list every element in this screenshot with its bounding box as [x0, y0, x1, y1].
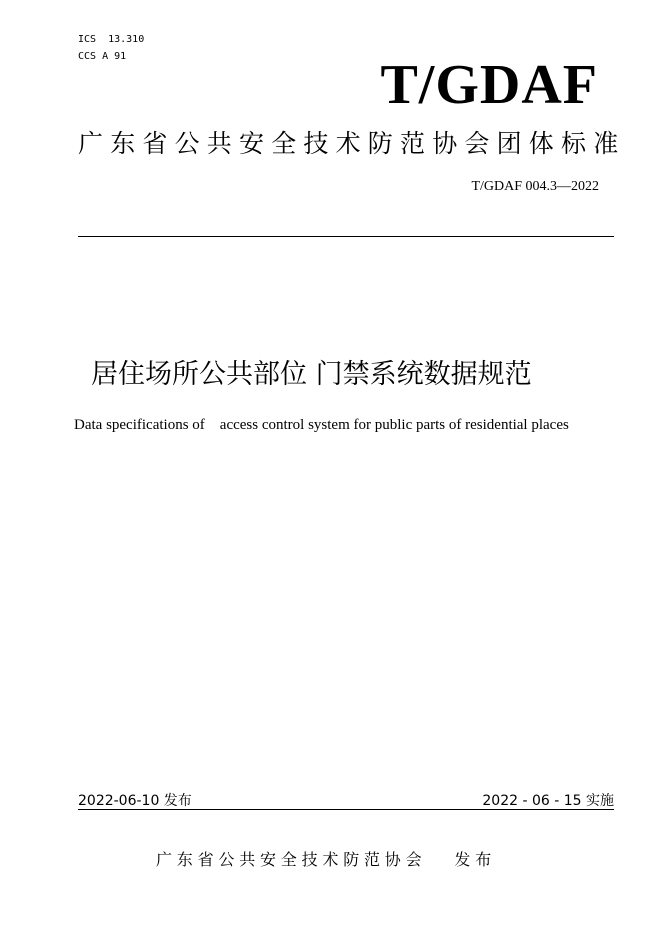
implementation-date: 2022 - 06 - 15 实施: [482, 793, 614, 809]
standard-number: T/GDAF 004.3—2022: [471, 179, 599, 194]
publisher-name: 广东省公共安全技术防范协会: [156, 850, 427, 869]
publish-label: 发布: [454, 850, 497, 869]
top-divider: [78, 236, 614, 237]
ics-code: ICS 13.310: [78, 34, 145, 45]
bottom-divider: [78, 809, 614, 810]
issue-date: 2022-06-10 发布: [78, 793, 192, 809]
standard-brand-code: T/GDAF: [380, 54, 598, 116]
ccs-code: CCS A 91: [78, 51, 127, 62]
publisher-line: [156, 848, 496, 872]
document-title-zh: 居住场所公共部位 门禁系统数据规范: [91, 359, 532, 390]
organization-standard-header: 广东省公共安全技术防范协会团体标准: [78, 129, 626, 158]
document-title-en: Data specifications of access control system for public parts of residential places: [74, 417, 569, 433]
